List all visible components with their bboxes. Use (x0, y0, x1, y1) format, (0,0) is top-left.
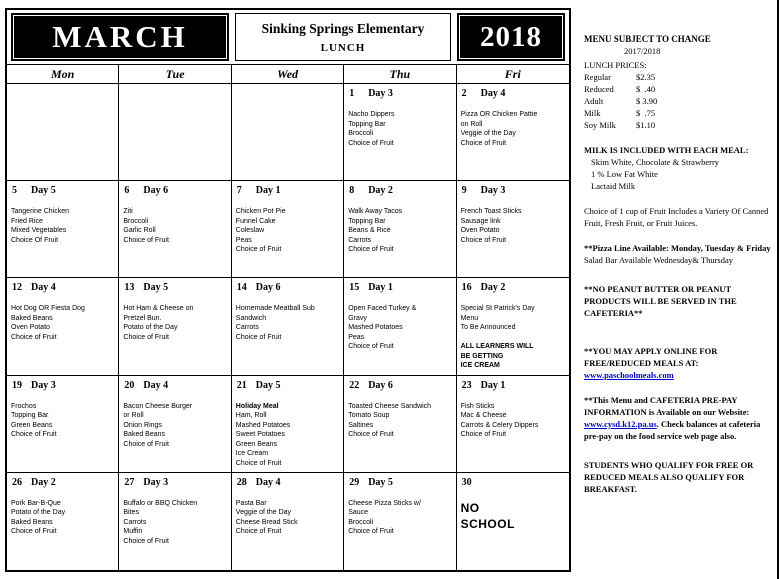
menu-items (11, 499, 114, 537)
month-label: MARCH (52, 19, 188, 54)
cycle-day-label: Day 3 (143, 476, 169, 488)
menu-line: Hot Ham & Cheese on (123, 305, 194, 313)
menu-line: Oven Potato (460, 227, 500, 235)
menu-line: Pork Bar-B-Que (11, 499, 61, 507)
calendar-cell (7, 181, 119, 278)
lunch-prices-heading: LUNCH PRICES: (584, 60, 647, 70)
menu-line: French Toast Sticks (460, 208, 522, 216)
info-sidebar (584, 0, 772, 579)
menu-line: BE GETTING (460, 352, 504, 360)
menu-line: Pasta Bar (235, 499, 267, 507)
calendar-cell (232, 181, 344, 278)
menu-line: Mixed Vegetables (11, 227, 67, 235)
date-number: 15 (349, 282, 360, 294)
menu-items (123, 207, 226, 245)
cycle-day-label: Day 4 (255, 476, 281, 488)
menu-line: Choice of Fruit (348, 431, 394, 439)
menu-items (461, 207, 565, 245)
menu-line: Muffin (123, 528, 143, 536)
menu-line: Baked Beans (11, 314, 53, 322)
menu-items (236, 207, 339, 255)
menu-items (348, 499, 451, 537)
menu-line: Choice of Fruit (11, 333, 57, 341)
menu-line: Choice of Fruit (11, 528, 57, 536)
cycle-day-label: Day 4 (480, 88, 506, 99)
menu-line: Chicken Pot Pie (235, 208, 286, 216)
menu-line: Choice of Fruit (348, 139, 394, 147)
menu-line: Choice of Fruit (11, 431, 57, 439)
menu-line: Sausage link (460, 217, 501, 225)
date-number: 14 (236, 282, 247, 294)
milk-option-line: Skim White, Chocolate & Strawberry (591, 157, 720, 167)
menu-line: Choice of Fruit (348, 343, 394, 351)
menu-line: Fish Sticks (460, 402, 495, 410)
calendar-cell (457, 376, 569, 473)
menu-line: Choice of Fruit (460, 431, 507, 439)
menu-line: Saltines (348, 421, 374, 429)
menu-line: Oven Potato (11, 324, 50, 332)
fruit-note: Choice of 1 cup of Fruit Includes a Variety Of Canned Fruit, Fresh Fruit, or Fruit Juices. (584, 206, 769, 228)
school-title-box (235, 13, 451, 61)
calendar-grid (7, 84, 569, 570)
website-note-post: . Check balances at cafeteria pre-pay on the food service web page also. (584, 419, 761, 441)
page-right-border (777, 0, 779, 579)
calendar-cell (119, 376, 231, 473)
menu-line: Mashed Potatoes (348, 324, 403, 332)
price-item-value: $ .75 (636, 108, 656, 118)
cell-date-row (349, 282, 451, 293)
cell-date-row (124, 380, 226, 391)
menu-line: Funnel Cake (235, 217, 276, 225)
date-number: 13 (124, 282, 135, 294)
menu-line: Gravy (348, 314, 367, 322)
month-title (11, 13, 229, 61)
menu-items (461, 110, 565, 148)
price-list (584, 71, 772, 131)
price-item-label: Adult (584, 96, 604, 106)
cycle-day-label: Day 2 (31, 476, 56, 488)
calendar-cell (119, 181, 231, 278)
menu-items (348, 402, 451, 440)
menu-items (236, 304, 339, 342)
day-header-fri: Fri (504, 66, 521, 81)
cell-date-row (12, 477, 114, 488)
website-note-pre: **This Menu and CAFETERIA PRE-PAY INFORMATION is Available on our Website: (584, 395, 750, 417)
calendar-cell (232, 84, 344, 181)
cycle-day-label: Day 5 (143, 282, 169, 294)
menu-line: Fried Rice (11, 217, 43, 225)
cycle-day-label: Day 2 (480, 282, 506, 294)
price-item-value: $ .40 (636, 84, 656, 94)
menu-line: Ice Cream (235, 450, 269, 458)
menu-line: Beans & Rice (348, 227, 391, 235)
menu-items (123, 499, 226, 547)
menu-line: Peas (348, 333, 365, 341)
milk-option-line: 1 % Low Fat White (591, 169, 658, 179)
cycle-day-label: Day 4 (143, 379, 169, 391)
menu-items (11, 207, 114, 245)
date-number: 12 (12, 282, 22, 294)
cell-date-row (462, 380, 565, 391)
milk-option-line: Lactaid Milk (591, 181, 636, 191)
cycle-day-label: Day 5 (31, 185, 56, 197)
weekday-header-row (7, 64, 569, 84)
menu-items (236, 499, 339, 537)
calendar-cell (457, 278, 569, 375)
calendar-cell (7, 84, 119, 181)
menu-line: Sweet Potatoes (235, 431, 285, 439)
menu-line: Nacho Dippers (348, 111, 395, 118)
date-number: 2 (461, 88, 467, 99)
calendar-cell (344, 181, 456, 278)
menu-line: Potato of the Day (11, 509, 66, 517)
menu-items (123, 304, 226, 342)
menu-line: Sauce (348, 509, 369, 517)
day-header-mon: Mon (7, 65, 119, 83)
menu-line: Choice of Fruit (235, 333, 282, 341)
day-header-tue: Tue (119, 65, 231, 83)
cell-date-row (462, 477, 565, 488)
date-number: 20 (124, 379, 135, 391)
menu-line: Frochos (11, 402, 37, 410)
salad-bar-note: Salad Bar Available Wednesday& Thursday (584, 255, 733, 265)
price-row (584, 95, 772, 107)
date-number: 22 (349, 379, 360, 391)
menu-line: Carrots (348, 236, 372, 244)
menu-line: Choice of Fruit (460, 139, 507, 147)
cell-date-row (349, 185, 451, 196)
school-year-label: 2017/2018 (624, 46, 661, 56)
milk-options-list (584, 156, 772, 192)
date-number: 1 (349, 88, 355, 99)
date-number: 21 (236, 379, 247, 391)
calendar-cell (119, 473, 231, 570)
date-number: 7 (236, 185, 242, 197)
menu-line: Baked Beans (123, 431, 166, 439)
cell-date-row (124, 185, 226, 196)
menu-line: Choice Of Fruit (11, 236, 59, 244)
menu-items (123, 402, 226, 450)
calendar-header (7, 10, 569, 64)
price-row (584, 107, 772, 119)
calendar-cell (7, 376, 119, 473)
menu-line: Choice of Fruit (460, 236, 507, 244)
menu-line: Choice of Fruit (235, 459, 282, 467)
apply-online-note (584, 345, 772, 381)
calendar-cell (344, 376, 456, 473)
cycle-day-label: Day 3 (480, 185, 506, 197)
calendar-cell (232, 376, 344, 473)
menu-line: Menu (460, 314, 479, 322)
menu-line: Tomato Soup (348, 412, 390, 420)
menu-line: NO SCHOOL (460, 500, 515, 531)
date-number: 5 (12, 185, 17, 197)
cell-date-row (124, 477, 226, 488)
menu-line: Choice of Fruit (348, 246, 394, 254)
date-number: 9 (461, 185, 467, 197)
menu-line: Tangerine Chicken (11, 208, 69, 216)
menu-line: Open Faced Turkey & (348, 305, 417, 313)
menu-items (461, 402, 565, 440)
menu-line: Walk Away Tacos (348, 208, 403, 216)
menu-line: Bacon Cheese Burger (123, 402, 193, 410)
cell-date-row (12, 185, 114, 196)
menu-line: Coleslaw (235, 227, 265, 235)
calendar-cell (344, 473, 456, 570)
menu-line: Choice of Fruit (348, 528, 394, 536)
menu-line: Bites (123, 509, 139, 517)
menu-line: Mac & Cheese (460, 412, 507, 420)
menu-line: Topping Bar (348, 120, 386, 128)
cycle-day-label: Day 1 (480, 379, 506, 391)
calendar-cell (119, 84, 231, 181)
cycle-day-label: Day 1 (255, 185, 281, 197)
cycle-day-label: Day 5 (368, 476, 393, 488)
menu-line: Choice of Fruit (235, 246, 282, 254)
cell-date-row (12, 380, 114, 391)
school-name: Sinking Springs Elementary (261, 20, 425, 36)
menu-line: Veggie of the Day (460, 130, 516, 137)
menu-items (461, 304, 565, 371)
menu-line: Mashed Potatoes (235, 421, 291, 429)
menu-line: Choice of Fruit (123, 236, 169, 244)
menu-line: Topping Bar (348, 217, 386, 225)
date-number: 29 (349, 476, 360, 488)
menu-line: Ziti (123, 208, 133, 216)
menu-line: Potato of the Day (123, 324, 178, 332)
date-number: 27 (124, 476, 135, 488)
menu-line: Pretzel Bun. (123, 314, 162, 322)
menu-line: Choice of Fruit (235, 528, 282, 536)
menu-subject-heading: MENU SUBJECT TO CHANGE (584, 34, 711, 44)
date-number: 23 (461, 379, 472, 391)
date-number: 19 (12, 379, 22, 391)
cycle-day-label: Day 3 (368, 88, 393, 99)
calendar-cell (457, 473, 569, 570)
website-note (584, 394, 772, 442)
menu-line: Broccoli (348, 130, 374, 137)
cell-date-row (237, 380, 339, 391)
menu-line: ICE CREAM (460, 362, 500, 370)
menu-items (348, 207, 451, 255)
menu-line (461, 333, 565, 343)
menu-line: Carrots (235, 324, 259, 332)
date-number: 6 (124, 185, 130, 197)
cycle-day-label: Day 6 (255, 282, 281, 294)
cycle-day-label: Day 4 (31, 282, 56, 294)
menu-line: Homemade Meatball Sub (235, 305, 315, 313)
menu-line: Ham, Roll (235, 412, 267, 420)
menu-line: Peas (235, 236, 252, 244)
lunch-calendar (5, 8, 571, 572)
price-item-value: $1.10 (636, 120, 656, 130)
menu-line: Veggie of the Day (235, 509, 292, 517)
calendar-cell (457, 84, 569, 181)
menu-line: Toasted Cheese Sandwich (348, 402, 432, 410)
menu-items (11, 304, 114, 342)
price-item-label: Milk (584, 108, 601, 118)
menu-line: Sandwich (235, 314, 267, 322)
cell-date-row (237, 185, 339, 196)
menu-line: To Be Announced (460, 324, 516, 332)
cycle-day-label: Day 3 (31, 379, 56, 391)
cycle-day-label: Day 6 (368, 379, 393, 391)
pizza-salad-note (584, 242, 772, 266)
cell-date-row (237, 282, 339, 293)
menu-line: Carrots & Celery Dippers (460, 421, 539, 429)
calendar-cell (232, 278, 344, 375)
date-number: 28 (236, 476, 247, 488)
menu-items (348, 304, 451, 352)
breakfast-note: STUDENTS WHO QUALIFY FOR FREE OR REDUCED MEALS ALSO QUALIFY FOR BREAKFAST. (584, 460, 754, 494)
milk-included-heading: MILK IS INCLUDED WITH EACH MEAL: (584, 145, 749, 155)
menu-line: Holiday Meal (235, 402, 279, 410)
menu-items (236, 402, 339, 469)
meal-label: LUNCH (320, 41, 366, 54)
menu-line: on Roll (460, 120, 483, 128)
menu-line: Choice of Fruit (123, 333, 169, 341)
date-number: 30 (461, 476, 472, 488)
menu-line: Hot Dog OR Fiesta Dog (11, 305, 85, 313)
day-header-thu: Thu (344, 65, 456, 83)
price-item-label: Soy Milk (584, 120, 616, 130)
pizza-line-note: **Pizza Line Available: Monday, Tuesday & Friday (584, 243, 771, 253)
cell-date-row (349, 477, 451, 488)
menu-line: Broccoli (348, 518, 374, 526)
apply-online-text: **YOU MAY APPLY ONLINE FOR FREE/REDUCED MEALS AT: (584, 346, 718, 368)
menu-line: Green Beans (11, 421, 53, 429)
price-item-label: Reduced (584, 84, 614, 94)
menu-line: Baked Beans (11, 518, 53, 526)
cysd-website-link[interactable]: www.cysd.k12.pa.us (584, 419, 657, 429)
menu-items (348, 110, 451, 148)
calendar-cell (344, 278, 456, 375)
calendar-cell (119, 278, 231, 375)
cell-date-row (462, 185, 565, 196)
year-title (457, 13, 565, 61)
cell-date-row (124, 282, 226, 293)
cell-date-row (462, 282, 565, 293)
cell-date-row (12, 282, 114, 293)
menu-line: Cheese Bread Stick (235, 518, 298, 526)
cycle-day-label: Day 2 (368, 185, 393, 197)
menu-line: Broccoli (123, 217, 149, 225)
price-row (584, 119, 772, 131)
menu-line: Choice of Fruit (123, 537, 169, 545)
menu-line: Cheese Pizza Sticks w/ (348, 499, 421, 507)
calendar-cell (232, 473, 344, 570)
menu-line: Carrots (123, 518, 147, 526)
year-label: 2018 (480, 20, 542, 53)
menu-line: Buffalo or BBQ Chicken (123, 499, 198, 507)
menu-line: Special St Patrick's Day (460, 305, 535, 313)
menu-line: or Roll (123, 412, 144, 420)
menu-items (461, 500, 565, 532)
cell-date-row (349, 380, 451, 391)
menu-line: Pizza OR Chicken Pattie (460, 111, 538, 118)
price-item-value: $ 3.90 (636, 96, 658, 106)
paschoolmeals-link[interactable]: www.paschoolmeals.com (584, 370, 674, 380)
cycle-day-label: Day 5 (255, 379, 281, 391)
date-number: 26 (12, 476, 22, 488)
menu-line: ALL LEARNERS WILL (460, 343, 534, 351)
calendar-cell (457, 181, 569, 278)
price-item-label: Regular (584, 72, 611, 82)
cell-date-row (237, 477, 339, 488)
calendar-cell (7, 473, 119, 570)
price-item-value: $2.35 (636, 72, 656, 82)
calendar-cell (344, 84, 456, 181)
menu-items (11, 402, 114, 440)
menu-line: Onion Rings (123, 421, 162, 429)
date-number: 8 (349, 185, 355, 197)
day-header-wed: Wed (232, 65, 344, 83)
cycle-day-label: Day 1 (368, 282, 393, 294)
date-number: 16 (461, 282, 472, 294)
cell-date-row (349, 88, 451, 99)
cell-date-row (462, 88, 565, 99)
peanut-warning-note: **NO PEANUT BUTTER OR PEANUT PRODUCTS WILL BE SERVED IN THE CAFETERIA** (584, 284, 737, 318)
calendar-cell (7, 278, 119, 375)
menu-line: Topping Bar (11, 412, 49, 420)
cycle-day-label: Day 6 (143, 185, 169, 197)
price-row (584, 71, 772, 83)
menu-line: Choice of Fruit (123, 440, 169, 448)
menu-line: Green Beans (235, 440, 278, 448)
menu-line: Garlic Roll (123, 227, 156, 235)
price-row (584, 83, 772, 95)
